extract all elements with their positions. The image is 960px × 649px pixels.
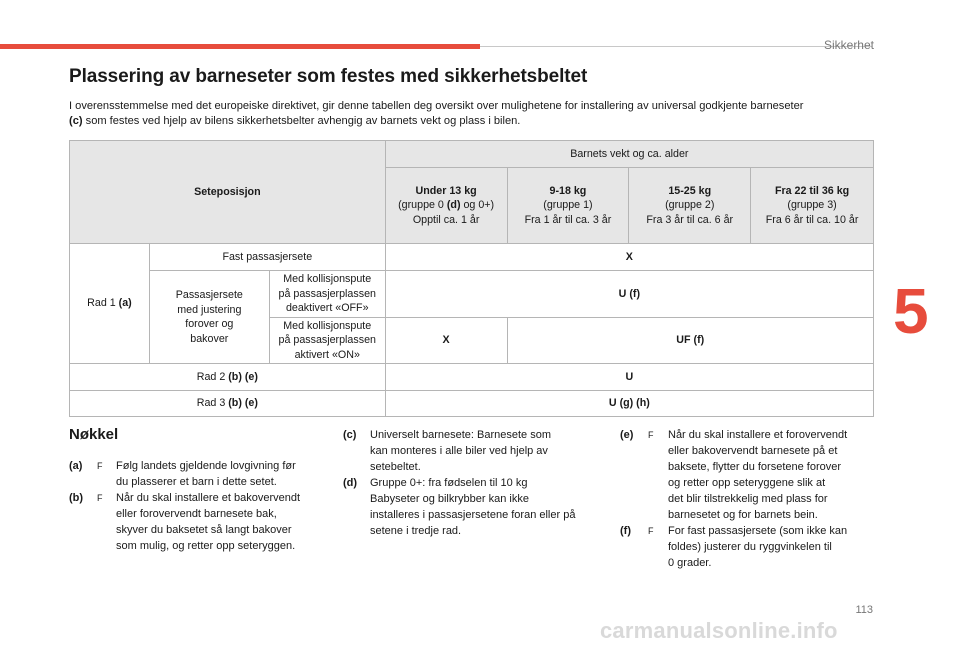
header-rule xyxy=(480,46,872,47)
chapter-number: 5 xyxy=(893,275,929,347)
group-2-header xyxy=(629,168,751,244)
group-2-weight: 15-25 kg xyxy=(668,184,712,197)
group-2-age: Fra 3 år til ca. 6 år xyxy=(646,213,734,226)
group-1-age: Fra 1 år til ca. 3 år xyxy=(524,213,612,226)
bullet-icon: F xyxy=(648,526,654,536)
intro-text-1: I overensstemmelse med det europeiske direktivet, gir denne tabellen deg oversikt over mulighetene for installering av universal godkjente barneseter xyxy=(69,100,804,112)
airbag-on-label: Med kollisjonspute på passasjerplassen aktivert «ON» xyxy=(269,317,385,364)
intro-text-2: som festes ved hjelp av bilens sikkerhetsbelter avhengig av barnets vekt og plass i bilen. xyxy=(82,115,521,127)
bullet-icon: F xyxy=(97,493,103,503)
row-3-value: U (g) (h) xyxy=(385,391,873,417)
airbag-off-label: Med kollisjonspute på passasjerplassen deaktivert «OFF» xyxy=(269,271,385,318)
page-title: Plassering av barneseter som festes med sikkerhetsbeltet xyxy=(69,66,588,87)
group-0-header xyxy=(385,168,507,244)
bullet-icon: F xyxy=(97,461,103,471)
fixed-seat-value: X xyxy=(385,244,873,271)
airbag-off-value: U (f) xyxy=(385,271,873,318)
fixed-seat-label: Fast passasjersete xyxy=(149,244,385,271)
key-title: Nøkkel xyxy=(69,426,119,443)
watermark: carmanualsonline.info xyxy=(600,618,838,643)
group-3-class: (gruppe 3) xyxy=(787,199,837,212)
group-0-weight: Under 13 kg xyxy=(415,184,477,197)
intro-ref: (c) xyxy=(69,115,83,127)
group-0-class: (gruppe 0 (d) og 0+) xyxy=(398,199,495,212)
row-1-label: Rad 1 (a) xyxy=(70,244,150,364)
weight-header: Barnets vekt og ca. alder xyxy=(385,141,873,168)
group-1-class: (gruppe 1) xyxy=(543,199,593,212)
bullet-icon: F xyxy=(648,430,654,440)
intro-paragraph xyxy=(69,99,879,129)
seat-position-header: Seteposisjon xyxy=(70,141,386,244)
row-2-value: U xyxy=(385,364,873,391)
group-3-header xyxy=(751,168,874,244)
group-0-age: Opptil ca. 1 år xyxy=(412,213,480,226)
group-2-class: (gruppe 2) xyxy=(665,199,715,212)
group-3-weight: Fra 22 til 36 kg xyxy=(774,184,850,197)
group-3-age: Fra 6 år til ca. 10 år xyxy=(765,213,859,226)
page-number: 113 xyxy=(855,604,873,616)
section-label: Sikkerhet xyxy=(823,38,874,52)
row-2-label: Rad 2 (b) (e) xyxy=(70,364,386,391)
adjustable-seat-label: Passasjersete med justering forover og bakover xyxy=(149,271,269,364)
airbag-on-value-groups123: UF (f) xyxy=(507,317,873,364)
row-3-label: Rad 3 (b) (e) xyxy=(70,391,386,417)
child-seat-table xyxy=(69,140,874,417)
group-1-weight: 9-18 kg xyxy=(549,184,587,197)
accent-bar xyxy=(0,44,480,49)
group-1-header xyxy=(507,168,629,244)
airbag-on-value-group0: X xyxy=(385,317,507,364)
